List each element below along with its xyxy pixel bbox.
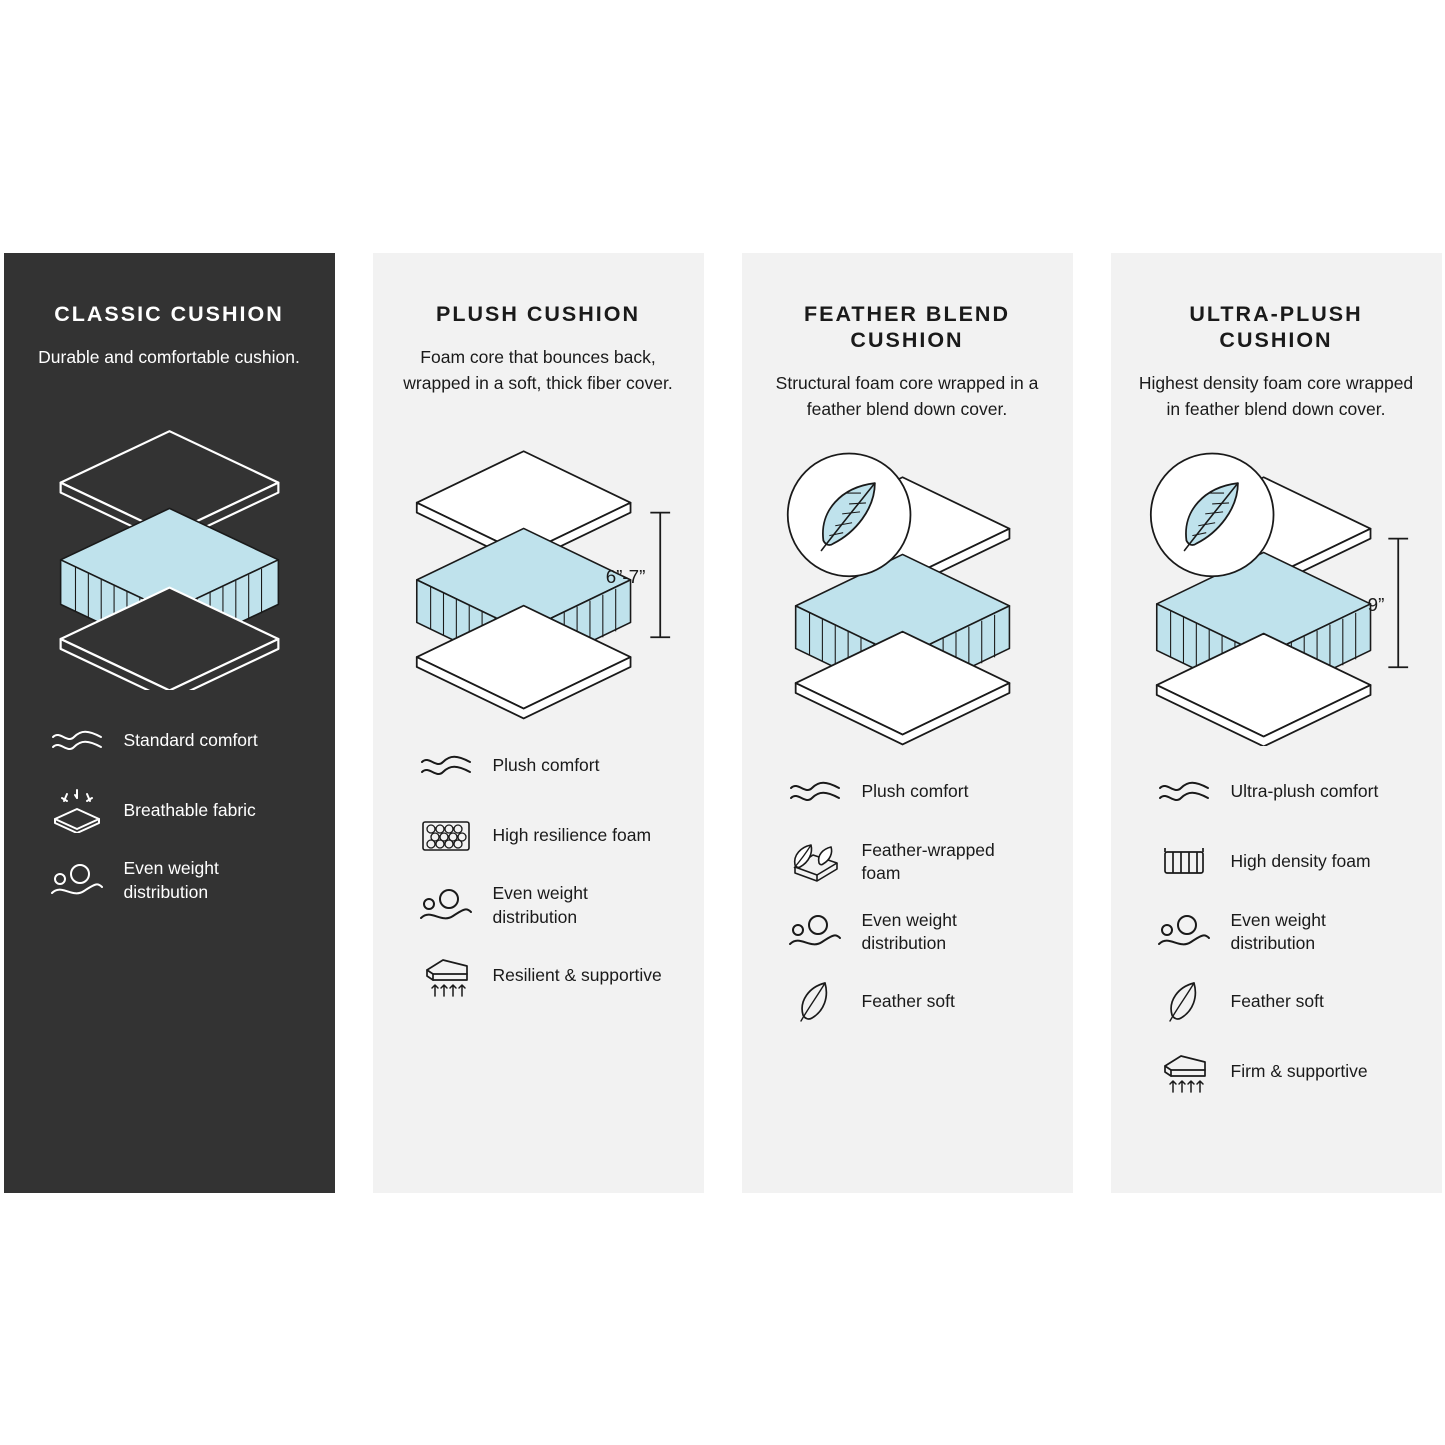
feather-badge <box>1150 454 1273 577</box>
feature-item <box>1155 838 1406 886</box>
feather-badge <box>787 454 910 577</box>
feature-item <box>1155 768 1406 816</box>
layered-cushion-illustration <box>395 420 682 720</box>
wave-icon <box>1155 769 1213 815</box>
card-title: FEATHER BLEND CUSHION <box>804 302 1010 353</box>
feature-label: Even weight distribution <box>1230 909 1326 954</box>
feature-label: Even weight distribution <box>861 909 957 954</box>
card-title: PLUSH CUSHION <box>436 302 640 326</box>
feature-label: Standard comfort <box>123 729 258 750</box>
feature-list <box>1133 768 1420 1096</box>
layered-cushion-illustration <box>764 446 1051 746</box>
feature-item <box>786 978 1037 1026</box>
feature-label: Resilient & supportive <box>492 965 662 986</box>
card-title: CLASSIC CUSHION <box>54 302 284 326</box>
layered-cushion-illustration <box>1133 446 1420 746</box>
height-label: 9” <box>1367 594 1384 616</box>
feature-label: Plush comfort <box>492 755 600 776</box>
feature-label: Breathable fabric <box>123 799 256 820</box>
feature-list <box>26 717 313 905</box>
feature-label: Even weight distribution <box>123 857 219 902</box>
feature-label: Feather-wrapped foam <box>861 839 995 884</box>
feature-item <box>48 787 299 835</box>
feature-label: High density foam <box>1230 851 1371 872</box>
feature-label: Ultra-plush comfort <box>1230 781 1379 802</box>
weight-distribution-icon <box>417 883 475 929</box>
feature-item <box>48 857 299 905</box>
feature-item <box>417 952 668 1000</box>
feature-label: Firm & supportive <box>1230 1061 1368 1082</box>
cushion-card-ultra-plush[interactable] <box>1111 253 1442 1193</box>
feather-wrapped-foam-icon <box>786 839 844 885</box>
cushion-diagram-ultra-plush <box>1133 446 1420 746</box>
feature-item <box>1155 978 1406 1026</box>
wave-icon <box>417 743 475 789</box>
honeycomb-foam-icon <box>417 813 475 859</box>
weight-distribution-icon <box>48 858 106 904</box>
card-description: Durable and comfortable cushion. <box>38 347 300 368</box>
feature-item <box>1155 908 1406 956</box>
feature-item <box>786 768 1037 816</box>
feature-label: Plush comfort <box>861 781 969 802</box>
breathable-fabric-icon <box>48 788 106 834</box>
layered-cushion-illustration <box>26 400 313 690</box>
card-description: Highest density foam core wrapped in feather blend down cover. <box>1138 373 1414 419</box>
card-title: ULTRA-PLUSH CUSHION <box>1189 302 1363 353</box>
feature-item <box>1155 1048 1406 1096</box>
support-arrows-icon <box>1155 1049 1213 1095</box>
feather-icon <box>786 979 844 1025</box>
wave-icon <box>48 718 106 764</box>
feature-list <box>395 742 682 1000</box>
high-density-foam-icon <box>1155 839 1213 885</box>
card-description: Structural foam core wrapped in a feather blend down cover. <box>775 373 1039 419</box>
cushion-card-feather-blend[interactable] <box>742 253 1073 1193</box>
feature-item <box>786 838 1037 886</box>
feather-icon <box>1155 979 1213 1025</box>
feature-item <box>48 717 299 765</box>
feature-list <box>764 768 1051 1026</box>
cushion-card-classic[interactable] <box>4 253 335 1193</box>
feature-item <box>786 908 1037 956</box>
feature-item <box>417 812 668 860</box>
weight-distribution-icon <box>786 909 844 955</box>
cushion-diagram-classic <box>26 395 313 695</box>
cushion-diagram-feather-blend <box>764 446 1051 746</box>
wave-icon <box>786 769 844 815</box>
weight-distribution-icon <box>1155 909 1213 955</box>
card-description: Foam core that bounces back, wrapped in a soft, thick fiber cover. <box>403 347 673 393</box>
height-label: 6”-7” <box>605 565 645 587</box>
feature-label: High resilience foam <box>492 825 652 846</box>
feature-label: Even weight distribution <box>492 883 588 927</box>
cushion-diagram-plush <box>395 420 682 720</box>
cushion-card-plush[interactable] <box>373 253 704 1193</box>
feature-item <box>417 742 668 790</box>
cushion-cards-row <box>0 253 1445 1193</box>
feature-label: Feather soft <box>1230 991 1324 1012</box>
feature-label: Feather soft <box>861 991 955 1012</box>
feature-item <box>417 882 668 930</box>
support-arrows-icon <box>417 953 475 999</box>
